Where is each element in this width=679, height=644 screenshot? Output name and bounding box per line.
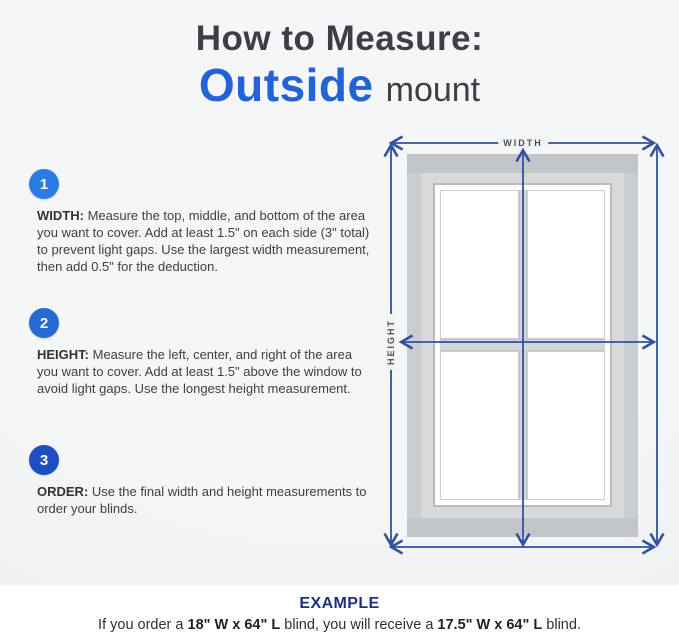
page-subtitle — [0, 61, 679, 121]
step-1-text — [37, 207, 375, 275]
example-seg-0: If you order a — [98, 617, 188, 633]
example-section — [0, 585, 679, 644]
step-1-number-badge: 1 — [29, 169, 59, 199]
example-seg-4: blind. — [542, 617, 581, 633]
example-seg-3-received-size: 17.5" W x 64" L — [437, 617, 543, 633]
step-1-description: Measure the top, middle, and bottom of the area you want to cover. Add at least 1.5" on each side (3" total) to prevent light gaps. Use the largest width measurement, then add 0.5" for the deduction. — [37, 208, 370, 274]
window-measure-diagram — [380, 130, 670, 560]
example-heading: EXAMPLE — [299, 595, 380, 612]
width-dimension-label: WIDTH — [498, 138, 548, 148]
page-title: How to Measure: — [195, 19, 484, 58]
step-3-number-badge: 3 — [29, 445, 59, 475]
example-sentence — [0, 617, 679, 633]
step-3-label: ORDER: — [37, 484, 89, 499]
step-1 — [29, 169, 377, 275]
step-2-number-badge: 2 — [29, 308, 59, 338]
step-2-text — [37, 346, 375, 397]
example-seg-1-ordered-size: 18" W x 64" L — [187, 617, 281, 633]
step-2-description: Measure the left, center, and right of the area you want to cover. Add at least 1.5" above the window to avoid light gaps. Use the longest height measurement. — [37, 347, 362, 396]
step-2 — [29, 308, 377, 397]
title-block — [0, 20, 679, 121]
subtitle-accent: Outside — [198, 59, 374, 111]
step-3-description: Use the final width and height measurements to order your blinds. — [37, 484, 367, 516]
step-3 — [29, 445, 377, 517]
subtitle-suffix: mount — [385, 71, 481, 109]
step-2-label: HEIGHT: — [37, 347, 89, 362]
height-dimension-label: HEIGHT — [386, 314, 396, 370]
measurement-arrows — [380, 130, 670, 560]
example-seg-2: blind, you will receive a — [280, 617, 438, 633]
step-3-text — [37, 483, 375, 517]
step-1-label: WIDTH: — [37, 208, 84, 223]
